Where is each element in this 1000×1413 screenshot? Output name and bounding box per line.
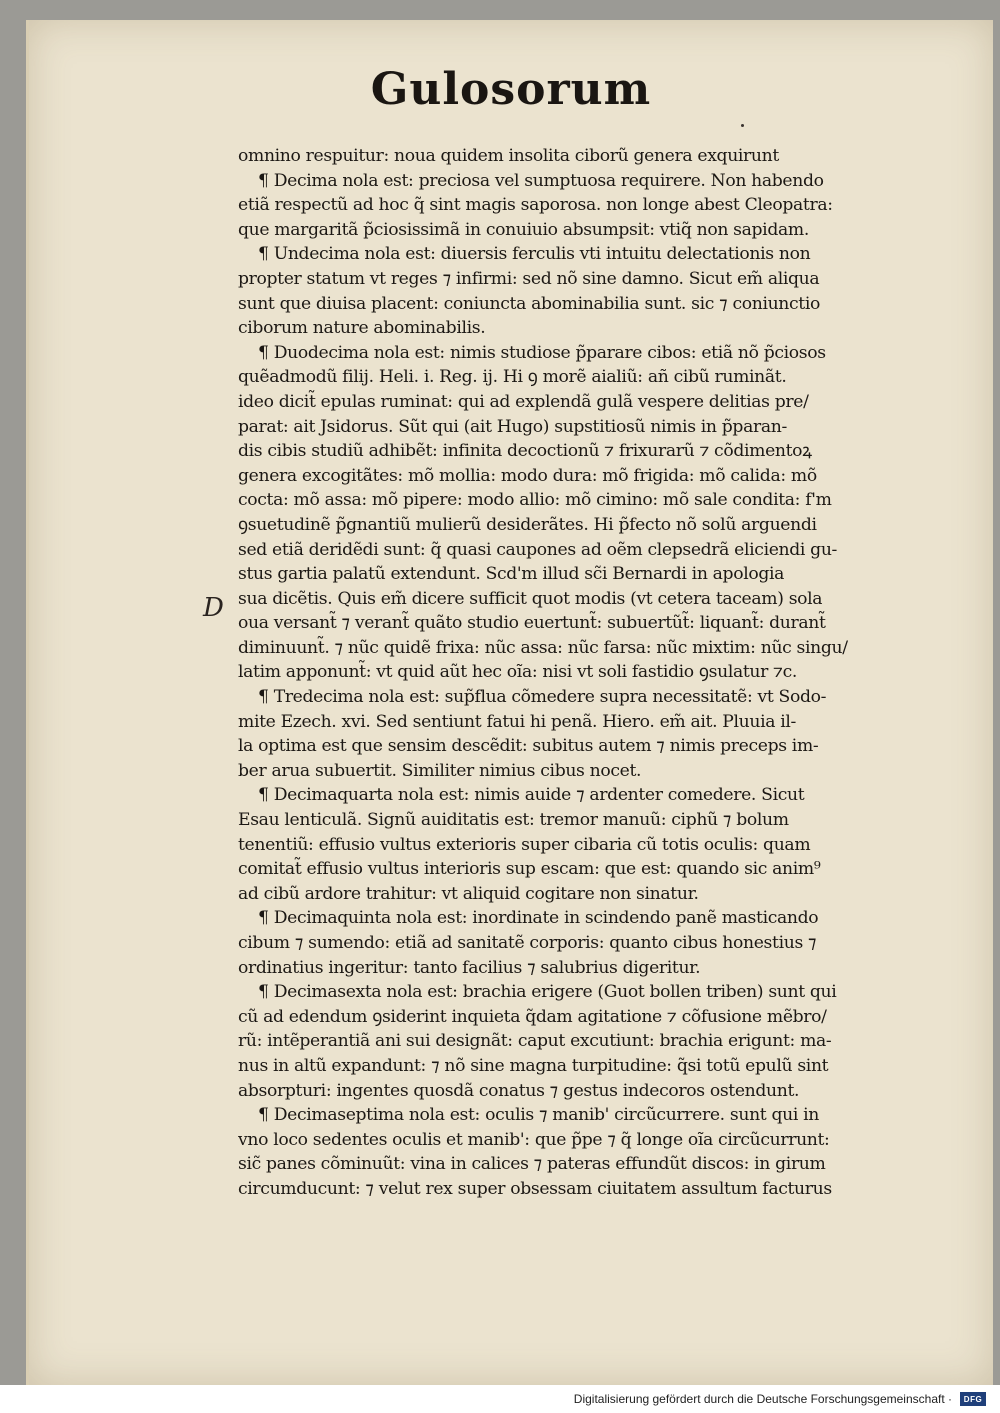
text-line: parat: ait Jsidorus. Sũt qui (ait Hugo) supstitiosũ nimis in p̃paran- xyxy=(238,416,787,437)
text-line: ꝯsuetudinẽ p̃gnantiũ mulierũ desiderãtes. Hi p̃fecto nõ solũ arguendi xyxy=(238,514,817,535)
text-line: stus gartia palatũ extendunt. Scd'm illud sc̃i Bernardi in apologia xyxy=(238,564,785,585)
text-line: ¶ Decimasexta nola est: brachia erigere (Guot bollen triben) sunt qui xyxy=(258,982,837,1003)
text-line: nus in altũ expandunt: ⁊ nõ sine magna turpitudine: q̃si totũ epulũ sint xyxy=(238,1055,829,1076)
dfg-logo-icon: DFG xyxy=(960,1392,986,1406)
text-line: ber arua subuertit. Similiter nimius cibus nocet. xyxy=(238,760,642,781)
text-line: ¶ Tredecima nola est: sup̃flua cõmedere supra necessitatẽ: vt Sodo- xyxy=(258,687,827,708)
text-line: oua versant̃ ⁊ verant̃ quãto studio euertunt̃: subuertũt̃: liquant̃: durant̃ xyxy=(238,613,826,634)
text-line: quẽadmodũ filij. Heli. i. Reg. ij. Hi ꝯ morẽ aialiũ: añ cibũ ruminãt. xyxy=(238,367,787,388)
text-line: diminuunt̃. ⁊ nũc quidẽ frixa: nũc assa: nũc farsa: nũc mixtim: nũc singu/ xyxy=(238,637,848,658)
text-line: tenentiũ: effusio vultus exterioris super cibaria cũ totis oculis: quam xyxy=(238,834,811,855)
text-line: ¶ Duodecima nola est: nimis studiose p̃parare cibos: etiã nõ p̃ciosos xyxy=(258,342,826,363)
footer-credit: Digitalisierung gefördert durch die Deutsche Forschungsgemeinschaft · xyxy=(573,1392,952,1406)
text-line: cũ ad edendum ꝯsiderint inquieta q̃dam agitatione ⁊ cõfusione mẽbro/ xyxy=(238,1006,827,1027)
text-line: sua dicẽtis. Quis em̃ dicere sufficit quot modis (vt cetera taceam) sola xyxy=(238,588,823,609)
text-line: ideo dicit̃ epulas ruminat: qui ad explendã gulã vespere delitias pre/ xyxy=(238,391,809,412)
text-line: cibum ⁊ sumendo: etiã ad sanitatẽ corporis: quanto cibus honestius ⁊ xyxy=(238,933,817,953)
text-block xyxy=(238,144,973,1202)
text-line: mite Ezech. xvi. Sed sentiunt fatui hi penã. Hiero. em̃ ait. Pluuia il- xyxy=(238,711,797,732)
text-line: absorpturi: ingentes quosdã conatus ⁊ gestus indecoros ostendunt. xyxy=(238,1080,800,1101)
text-line: comitat̃ effusio vultus interioris sup escam: que est: quando sic anim⁹ xyxy=(238,859,821,880)
text-line: sic̃ panes cõminuũt: vina in calices ⁊ pateras effundũt discos: in girum xyxy=(238,1154,826,1175)
text-line: circumducunt: ⁊ velut rex super obsessam ciuitatem assultum facturus xyxy=(238,1178,832,1199)
text-line: que margaritã p̃ciosissimã in conuiuio absumpsit: vtiq̃ non sapidam. xyxy=(238,219,809,240)
text-line: cocta: mõ assa: mõ pipere: modo allio: mõ cimino: mõ sale condita: f'm xyxy=(238,490,832,511)
text-line: omnino respuitur: noua quidem insolita ciborũ genera exquirunt xyxy=(238,146,779,166)
text-line: vno loco sedentes oculis et manib': que p̃pe ⁊ q̃ longe oĩa circũcurrunt: xyxy=(238,1129,830,1150)
margin-note: D xyxy=(203,593,224,623)
ink-dot xyxy=(741,124,744,127)
text-line: ordinatius ingeritur: tanto facilius ⁊ salubrius digeritur. xyxy=(238,957,701,978)
text-line: latim apponunt̃: vt quid aũt hec oĩa: nisi vt soli fastidio ꝯsulatur ⁊c. xyxy=(238,662,798,683)
text-line: genera excogitãtes: mõ mollia: modo dura: mõ frigida: mõ calida: mõ xyxy=(238,465,817,486)
text-line: rũ: intẽperantiã ani sui designãt: caput excutiunt: brachia erigunt: ma- xyxy=(238,1031,832,1052)
text-line: etiã respectũ ad hoc q̃ sint magis saporosa. non longe abest Cleopatra: xyxy=(238,195,833,216)
text-line: sunt que diuisa placent: coniuncta abominabilia sunt. sic ⁊ coniunctio xyxy=(238,293,821,314)
text-line: ¶ Undecima nola est: diuersis ferculis vti intuitu delectationis non xyxy=(258,244,811,265)
running-head: Gulosorum xyxy=(370,64,652,115)
text-line: ciborum nature abominabilis. xyxy=(238,318,486,339)
text-line: propter statum vt reges ⁊ infirmi: sed nõ sine damno. Sicut em̃ aliqua xyxy=(238,268,820,289)
text-line: ¶ Decimaquarta nola est: nimis auide ⁊ ardenter comedere. Sicut xyxy=(258,785,805,806)
text-line: Esau lenticulã. Signũ auiditatis est: tremor manuũ: ciphũ ⁊ bolum xyxy=(238,810,789,831)
text-line: ¶ Decima nola est: preciosa vel sumptuosa requirere. Non habendo xyxy=(258,170,824,191)
text-line: ¶ Decimaseptima nola est: oculis ⁊ manib' circũcurrere. sunt qui in xyxy=(258,1105,819,1126)
text-line: la optima est que sensim descẽdit: subitus autem ⁊ nimis preceps im- xyxy=(238,736,819,757)
text-line: sed etiã deridẽdi sunt: q̃ quasi caupones ad oẽm clepsedrã eliciendi gu- xyxy=(238,539,838,560)
footer-bar xyxy=(0,1385,1000,1413)
text-line: dis cibis studiũ adhibẽt: infinita decoctionũ ⁊ frixurarũ ⁊ cõdimentoꝝ xyxy=(238,441,812,462)
book-page xyxy=(26,20,993,1385)
text-line: ad cibũ ardore trahitur: vt aliquid cogitare non sinatur. xyxy=(238,883,699,904)
text-line: ¶ Decimaquinta nola est: inordinate in scindendo panẽ masticando xyxy=(258,908,819,929)
